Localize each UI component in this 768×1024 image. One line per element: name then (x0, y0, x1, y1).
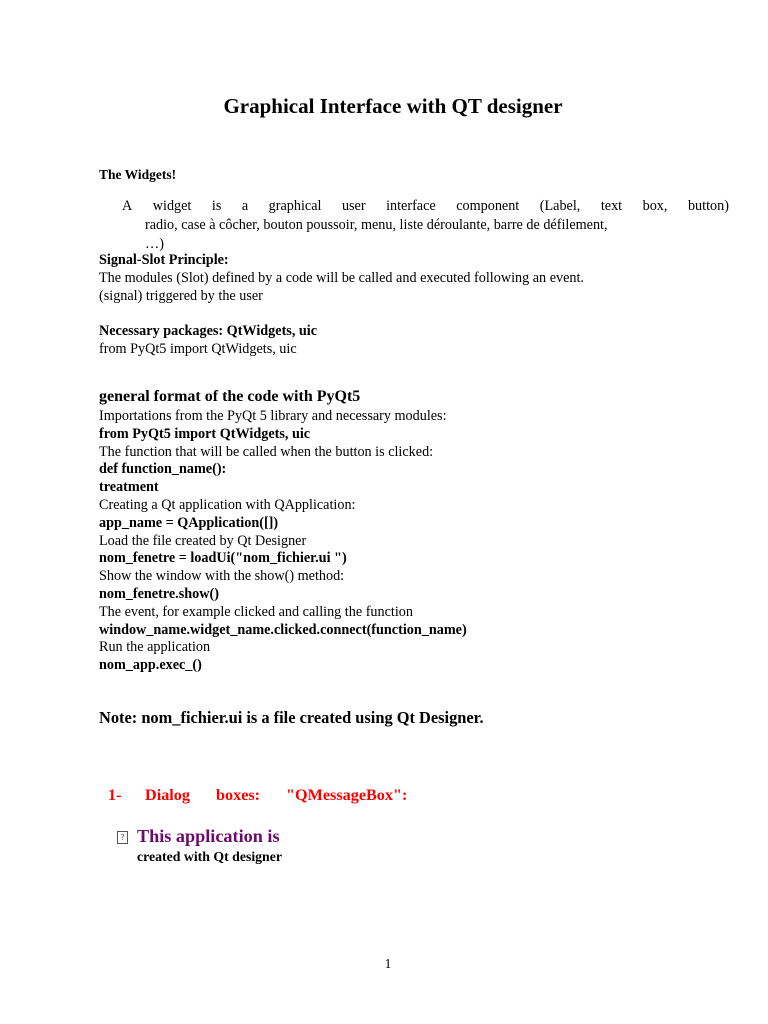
heading-word: "QMessageBox": (286, 786, 408, 804)
note-text: Note: nom_fichier.ui is a file created using Qt Designer. (99, 708, 484, 727)
widgets-heading: The Widgets! (99, 167, 177, 182)
code-line: nom_fenetre.show() (99, 585, 219, 602)
word: is (211, 198, 222, 214)
word: A (122, 198, 133, 214)
widgets-paragraph (122, 197, 729, 254)
bullet-subtitle: created with Qt designer (137, 849, 282, 864)
heading-word: Dialog (145, 786, 190, 804)
word: graphical (268, 198, 322, 214)
code-line: nom_app.exec_() (99, 657, 202, 674)
general-format-lines (99, 408, 467, 675)
code-line: Creating a Qt application with QApplication: (99, 496, 356, 513)
widgets-line-2: radio, case à côcher, bouton poussoir, menu, liste déroulante, barre de défilement, (145, 217, 608, 233)
code-line: Run the application (99, 639, 211, 656)
word: interface (386, 198, 436, 214)
packages-line-1: from PyQt5 import QtWidgets, uic (99, 340, 297, 357)
widgets-line-1 (122, 197, 729, 216)
code-line: The event, for example clicked and calling the function (99, 603, 413, 620)
bullet-title: This application is (137, 826, 280, 846)
packages-section (99, 323, 317, 359)
word: a (241, 198, 249, 214)
word: button) (687, 198, 729, 214)
missing-glyph-icon: ? (117, 831, 128, 844)
signal-slot-line-1: The modules (Slot) defined by a code will be called and executed following an event. (99, 269, 584, 286)
word: user (341, 198, 366, 214)
section-number: 1- (108, 786, 122, 804)
code-line: Load the file created by Qt Designer (99, 532, 307, 549)
packages-heading: Necessary packages: QtWidgets, uic (99, 323, 318, 339)
heading-word: boxes: (216, 786, 261, 804)
dialog-boxes-heading (108, 786, 407, 805)
word: widget (152, 198, 192, 214)
word: box, (642, 198, 668, 214)
code-line: window_name.widget_name.clicked.connect(function_name) (99, 621, 467, 638)
code-line: app_name = QApplication([]) (99, 514, 279, 531)
code-line: nom_fenetre = loadUi("nom_fichier.ui ") (99, 550, 347, 567)
general-format-heading: general format of the code with PyQt5 (99, 388, 361, 405)
code-line: Show the window with the show() method: (99, 568, 345, 585)
word: (Label, (539, 198, 581, 214)
signal-slot-heading: Signal-Slot Principle: (99, 252, 229, 268)
signal-slot-line-2: (signal) triggered by the user (99, 287, 263, 304)
code-line: The function that will be called when the button is clicked: (99, 443, 434, 460)
widgets-line-3: …) (145, 236, 164, 252)
word: text (600, 198, 623, 214)
page-title: Graphical Interface with QT designer (223, 94, 563, 118)
page-number: 1 (384, 956, 392, 971)
code-line: def function_name(): (99, 461, 227, 478)
word: component (456, 198, 520, 214)
code-line: treatment (99, 479, 159, 496)
code-line: from PyQt5 import QtWidgets, uic (99, 425, 311, 442)
signal-slot-section (99, 252, 584, 305)
code-line: Importations from the PyQt 5 library and necessary modules: (99, 408, 447, 424)
